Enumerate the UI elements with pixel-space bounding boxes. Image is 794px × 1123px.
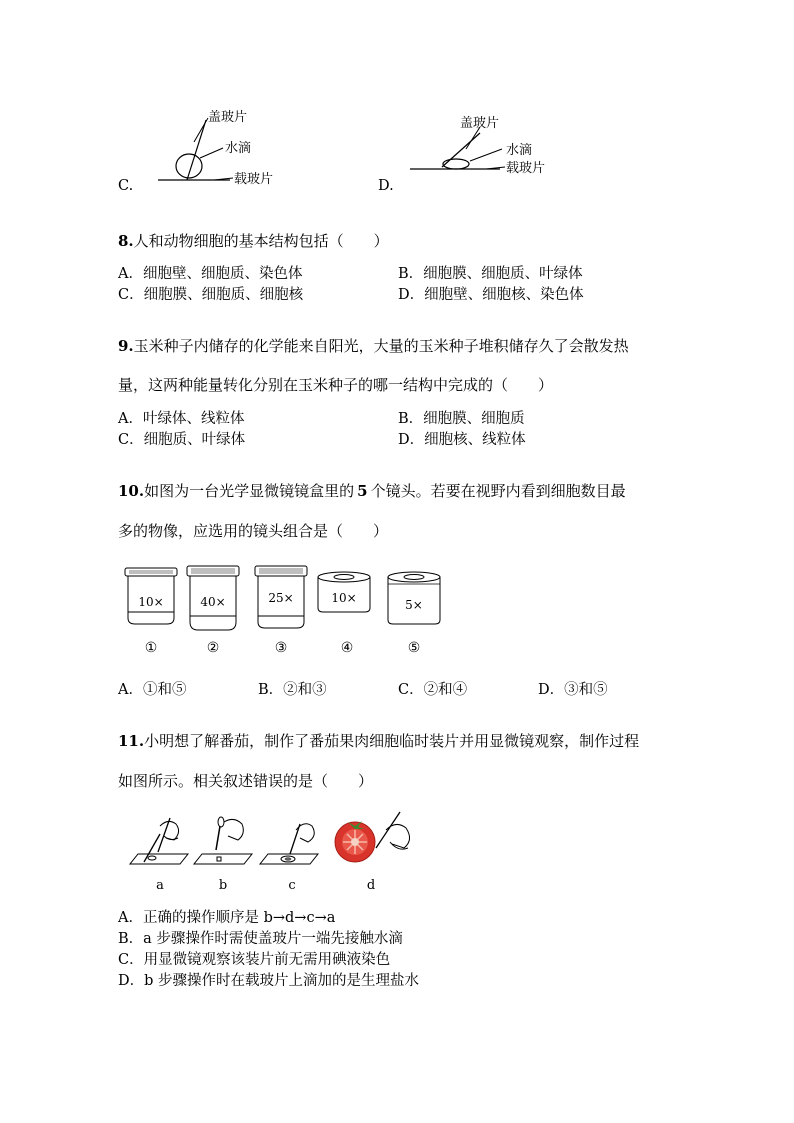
q8-stem — [118, 230, 389, 251]
q7-figure-d — [378, 105, 578, 200]
lens-1 — [125, 568, 177, 656]
q9-option-b: B．细胞膜、细胞质 — [398, 411, 525, 427]
q10-stem-line1 — [118, 480, 626, 501]
q10-lens-figure — [115, 560, 455, 660]
lens-1-mag: 10× — [138, 595, 164, 609]
q9-option-a: A．叶绿体、线粒体 — [118, 411, 245, 427]
q10-option-d: D．③和⑤ — [538, 682, 608, 698]
lens-4-label: ④ — [340, 640, 354, 656]
step-d — [335, 812, 410, 893]
lens-5 — [388, 572, 440, 656]
lens-5-label: ⑤ — [407, 640, 421, 656]
q11-option-c: C．用显微镜观察该装片前无需用碘液染色 — [118, 952, 391, 968]
lens-3 — [255, 566, 307, 656]
q10-option-a: A．①和⑤ — [118, 682, 187, 698]
lens-2-label: ② — [206, 640, 220, 656]
lens-3-mag: 25× — [268, 591, 294, 605]
q11-number: 11. — [118, 732, 145, 750]
q11-option-b: B．a 步骤操作时需使盖玻片一端先接触水滴 — [118, 931, 403, 947]
q8-option-b: B．细胞膜、细胞质、叶绿体 — [398, 266, 583, 282]
q7-option-d — [378, 105, 578, 200]
q7c-letter: C. — [118, 178, 134, 194]
q8-number: 8. — [118, 232, 134, 250]
q7-option-c — [118, 100, 298, 200]
step-b-label: b — [218, 878, 228, 893]
q11-stem-line2: 如图所示。相关叙述错误的是（ ） — [118, 772, 374, 790]
q7d-slide-label: 载玻片 — [506, 161, 546, 176]
q9-stem-line2: 量，这两种能量转化分别在玉米种子的哪一结构中完成的（ ） — [118, 376, 554, 394]
lens-3-label: ③ — [274, 640, 288, 656]
q7-figure-c — [118, 100, 298, 200]
q9-option-d: D．细胞核、线粒体 — [398, 432, 526, 448]
q7c-water-label: 水滴 — [225, 141, 252, 156]
q10-text-count: 5 — [357, 482, 368, 500]
step-a-label: a — [156, 878, 164, 893]
q10-text-post: 个镜头。若要在视野内看到细胞数目最 — [370, 482, 626, 500]
q9-option-c: C．细胞质、叶绿体 — [118, 432, 246, 448]
q10-option-b: B．②和③ — [258, 682, 327, 698]
step-c-label: c — [288, 878, 296, 893]
lens-2 — [187, 566, 239, 656]
lens-4-mag: 10× — [331, 591, 357, 605]
q10-option-c: C．②和④ — [398, 682, 468, 698]
q11-option-d: D．b 步骤操作时在载玻片上滴加的是生理盐水 — [118, 973, 420, 989]
q7c-cover-label: 盖玻片 — [208, 110, 248, 125]
q11-text-line1: 小明想了解番茄，制作了番茄果肉细胞临时装片并用显微镜观察，制作过程 — [144, 732, 640, 750]
q7c-slide-label: 载玻片 — [234, 172, 274, 187]
lens-5-mag: 5× — [405, 598, 423, 612]
q11-option-a: A．正确的操作顺序是 b→d→c→a — [118, 910, 336, 926]
lens-4 — [318, 572, 370, 656]
q7d-water-label: 水滴 — [506, 143, 533, 158]
step-b — [194, 817, 252, 893]
lens-1-label: ① — [144, 640, 158, 656]
q7d-letter: D. — [378, 178, 394, 194]
q8-option-c: C．细胞膜、细胞质、细胞核 — [118, 287, 304, 303]
lens-2-mag: 40× — [200, 595, 226, 609]
step-a — [130, 818, 188, 893]
q10-number: 10. — [118, 482, 145, 500]
q8-text: 人和动物细胞的基本结构包括（ ） — [133, 232, 389, 250]
q8-option-d: D．细胞壁、细胞核、染色体 — [398, 287, 584, 303]
q9-text-line1: 玉米种子内储存的化学能来自阳光，大量的玉米种子堆积储存久了会散发热 — [133, 337, 629, 355]
step-c — [260, 824, 318, 893]
q9-stem-line1 — [118, 335, 629, 356]
step-d-label: d — [366, 878, 376, 893]
q9-number: 9. — [118, 337, 134, 355]
q8-option-a: A．细胞壁、细胞质、染色体 — [118, 266, 303, 282]
q10-stem-line2: 多的物像，应选用的镜头组合是（ ） — [118, 522, 389, 540]
q11-procedure-figure — [120, 808, 430, 898]
q11-stem-line1 — [118, 730, 639, 751]
q10-text-pre: 如图为一台光学显微镜镜盒里的 — [144, 482, 355, 500]
q7d-cover-label: 盖玻片 — [460, 116, 500, 131]
